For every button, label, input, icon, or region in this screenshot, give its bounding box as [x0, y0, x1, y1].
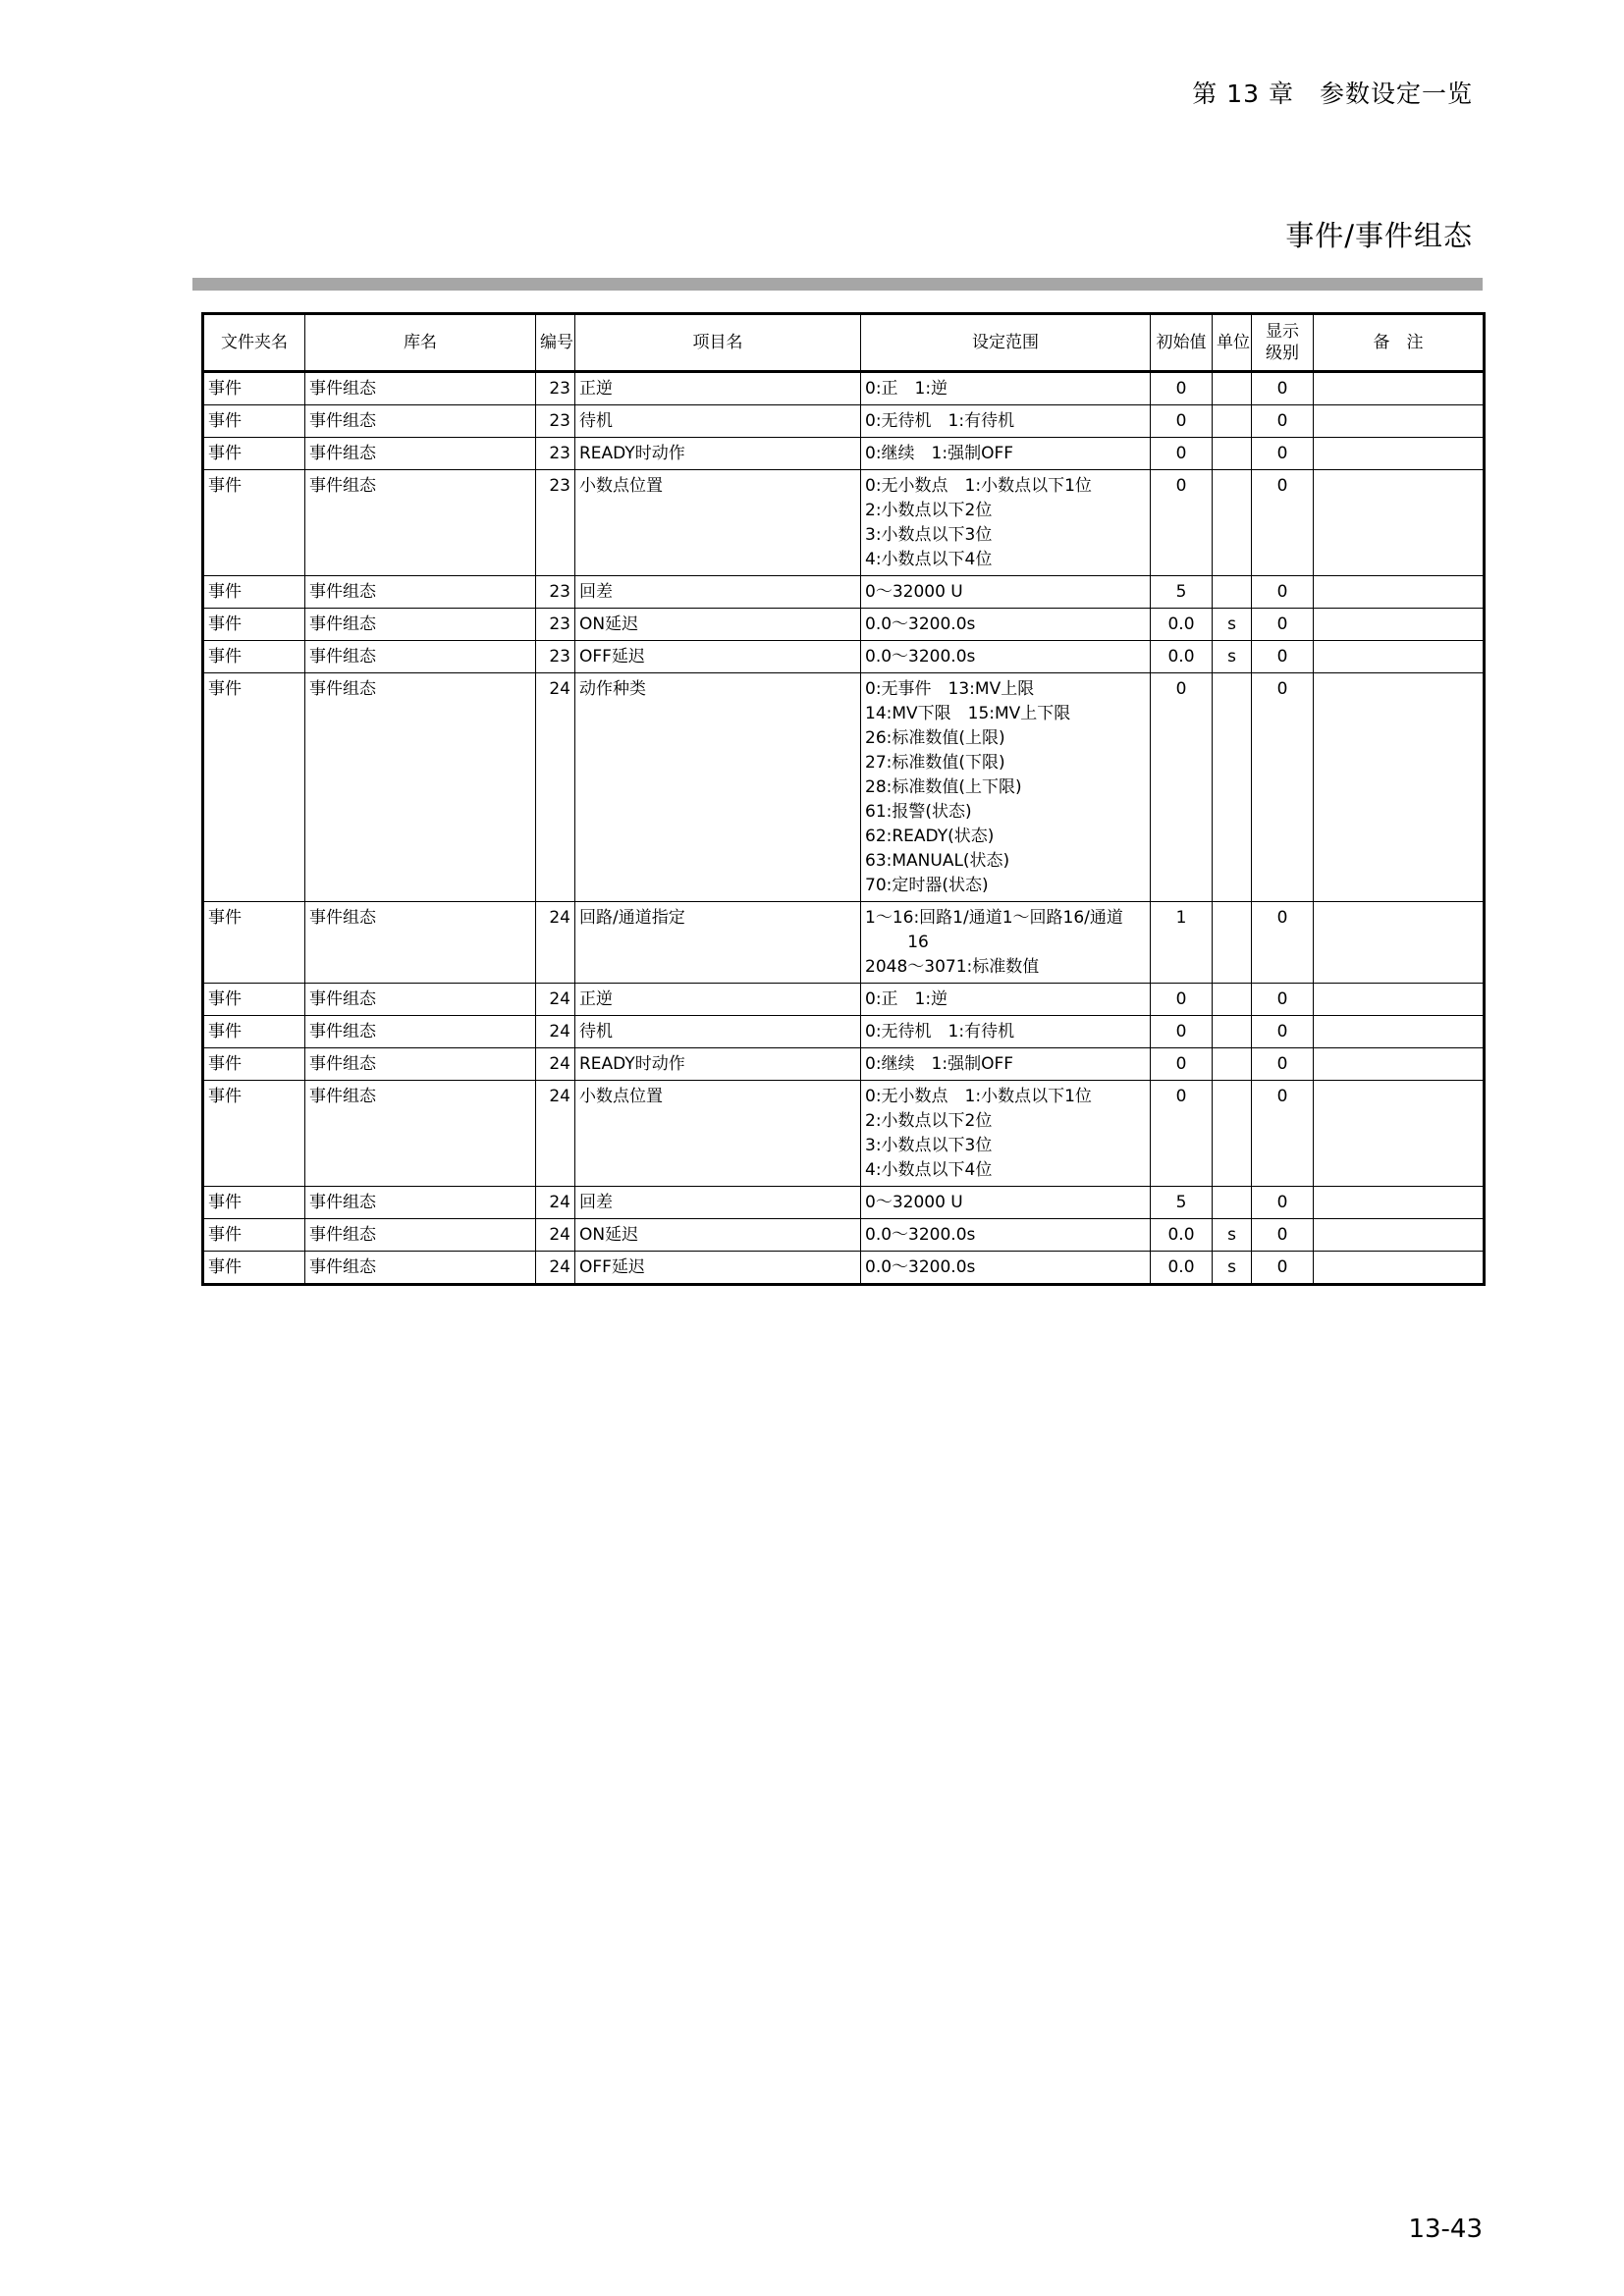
library-cell: 事件组态 — [305, 1219, 536, 1252]
table-row — [203, 902, 1485, 984]
col-unit-header: 单位 — [1213, 314, 1252, 372]
range-cell: 0:无小数点 1:小数点以下1位 2:小数点以下2位 3:小数点以下3位 4:小数点以下4位 — [861, 1081, 1151, 1187]
unit-cell — [1213, 576, 1252, 609]
number-cell: 23 — [536, 641, 575, 673]
range-cell: 1～16:回路1/通道1～回路16/通道 16 2048～3071:标准数值 — [861, 902, 1151, 984]
unit-cell: s — [1213, 1252, 1252, 1285]
remarks-cell — [1314, 984, 1485, 1016]
number-cell: 23 — [536, 576, 575, 609]
initial-value-cell: 0 — [1151, 470, 1213, 576]
col-range-header: 设定范围 — [861, 314, 1151, 372]
initial-value-cell: 5 — [1151, 576, 1213, 609]
library-cell: 事件组态 — [305, 641, 536, 673]
display-level-cell: 0 — [1252, 438, 1314, 470]
number-cell: 23 — [536, 405, 575, 438]
unit-cell — [1213, 438, 1252, 470]
folder-cell: 事件 — [203, 405, 305, 438]
table-row — [203, 438, 1485, 470]
item-name-cell: 小数点位置 — [575, 470, 861, 576]
unit-cell — [1213, 1016, 1252, 1048]
unit-cell — [1213, 1081, 1252, 1187]
initial-value-cell: 0 — [1151, 438, 1213, 470]
item-name-cell: ON延迟 — [575, 1219, 861, 1252]
number-cell: 23 — [536, 470, 575, 576]
library-cell: 事件组态 — [305, 1016, 536, 1048]
library-cell: 事件组态 — [305, 576, 536, 609]
number-cell: 24 — [536, 1219, 575, 1252]
display-level-cell: 0 — [1252, 1048, 1314, 1081]
display-level-cell: 0 — [1252, 372, 1314, 405]
table-row — [203, 641, 1485, 673]
unit-cell — [1213, 902, 1252, 984]
table-row — [203, 405, 1485, 438]
item-name-cell: 回差 — [575, 1187, 861, 1219]
folder-cell: 事件 — [203, 372, 305, 405]
table-row — [203, 372, 1485, 405]
initial-value-cell: 1 — [1151, 902, 1213, 984]
library-cell: 事件组态 — [305, 1048, 536, 1081]
initial-value-cell: 0.0 — [1151, 1252, 1213, 1285]
unit-cell — [1213, 1187, 1252, 1219]
table-row — [203, 1048, 1485, 1081]
col-remarks-header: 备 注 — [1314, 314, 1485, 372]
initial-value-cell: 0 — [1151, 1048, 1213, 1081]
library-cell: 事件组态 — [305, 673, 536, 902]
remarks-cell — [1314, 1252, 1485, 1285]
range-cell: 0～32000 U — [861, 576, 1151, 609]
item-name-cell: 动作种类 — [575, 673, 861, 902]
display-level-cell: 0 — [1252, 902, 1314, 984]
table-row — [203, 576, 1485, 609]
table-row — [203, 1219, 1485, 1252]
display-level-cell: 0 — [1252, 1081, 1314, 1187]
table-row — [203, 1081, 1485, 1187]
col-initial-header: 初始值 — [1151, 314, 1213, 372]
range-cell: 0～32000 U — [861, 1187, 1151, 1219]
item-name-cell: READY时动作 — [575, 438, 861, 470]
folder-cell: 事件 — [203, 1187, 305, 1219]
number-cell: 24 — [536, 984, 575, 1016]
col-library-header: 库名 — [305, 314, 536, 372]
table-row — [203, 609, 1485, 641]
folder-cell: 事件 — [203, 984, 305, 1016]
library-cell: 事件组态 — [305, 902, 536, 984]
unit-cell — [1213, 372, 1252, 405]
number-cell: 23 — [536, 438, 575, 470]
folder-cell: 事件 — [203, 1016, 305, 1048]
display-level-cell: 0 — [1252, 673, 1314, 902]
remarks-cell — [1314, 902, 1485, 984]
remarks-cell — [1314, 438, 1485, 470]
number-cell: 23 — [536, 372, 575, 405]
range-cell: 0:继续 1:强制OFF — [861, 438, 1151, 470]
table-row — [203, 673, 1485, 902]
chapter-header: 第 13 章 参数设定一览 — [1192, 80, 1473, 108]
table-row — [203, 1016, 1485, 1048]
item-name-cell: 待机 — [575, 405, 861, 438]
unit-cell — [1213, 984, 1252, 1016]
unit-cell: s — [1213, 609, 1252, 641]
display-level-cell: 0 — [1252, 470, 1314, 576]
folder-cell: 事件 — [203, 470, 305, 576]
unit-cell — [1213, 1048, 1252, 1081]
initial-value-cell: 0 — [1151, 1081, 1213, 1187]
folder-cell: 事件 — [203, 673, 305, 902]
number-cell: 24 — [536, 1187, 575, 1219]
remarks-cell — [1314, 1219, 1485, 1252]
remarks-cell — [1314, 470, 1485, 576]
table-row — [203, 1187, 1485, 1219]
library-cell: 事件组态 — [305, 984, 536, 1016]
remarks-cell — [1314, 576, 1485, 609]
folder-cell: 事件 — [203, 609, 305, 641]
remarks-cell — [1314, 1081, 1485, 1187]
range-cell: 0:无事件 13:MV上限 14:MV下限 15:MV上下限 26:标准数值(上限) 27:标准数值(下限) 28:标准数值(上下限) 61:报警(状态) 62:READY(状态) 63:MANUAL(状态) 70:定时器(状态) — [861, 673, 1151, 902]
display-level-cell: 0 — [1252, 576, 1314, 609]
range-cell: 0:无小数点 1:小数点以下1位 2:小数点以下2位 3:小数点以下3位 4:小数点以下4位 — [861, 470, 1151, 576]
library-cell: 事件组态 — [305, 1081, 536, 1187]
number-cell: 24 — [536, 1016, 575, 1048]
folder-cell: 事件 — [203, 438, 305, 470]
initial-value-cell: 0.0 — [1151, 641, 1213, 673]
display-level-cell: 0 — [1252, 984, 1314, 1016]
remarks-cell — [1314, 641, 1485, 673]
range-cell: 0.0～3200.0s — [861, 1219, 1151, 1252]
range-cell: 0:无待机 1:有待机 — [861, 1016, 1151, 1048]
item-name-cell: 回路/通道指定 — [575, 902, 861, 984]
item-name-cell: 正逆 — [575, 984, 861, 1016]
folder-cell: 事件 — [203, 1048, 305, 1081]
number-cell: 24 — [536, 902, 575, 984]
library-cell: 事件组态 — [305, 1252, 536, 1285]
parameter-table — [201, 312, 1486, 1286]
folder-cell: 事件 — [203, 902, 305, 984]
folder-cell: 事件 — [203, 641, 305, 673]
table-header-row — [203, 314, 1485, 372]
item-name-cell: ON延迟 — [575, 609, 861, 641]
range-cell: 0:正 1:逆 — [861, 372, 1151, 405]
item-name-cell: 正逆 — [575, 372, 861, 405]
initial-value-cell: 0.0 — [1151, 1219, 1213, 1252]
remarks-cell — [1314, 1016, 1485, 1048]
table-row — [203, 470, 1485, 576]
folder-cell: 事件 — [203, 576, 305, 609]
folder-cell: 事件 — [203, 1219, 305, 1252]
remarks-cell — [1314, 405, 1485, 438]
display-level-cell: 0 — [1252, 641, 1314, 673]
range-cell: 0:正 1:逆 — [861, 984, 1151, 1016]
remarks-cell — [1314, 1048, 1485, 1081]
number-cell: 24 — [536, 1252, 575, 1285]
library-cell: 事件组态 — [305, 438, 536, 470]
item-name-cell: READY时动作 — [575, 1048, 861, 1081]
table-body — [203, 372, 1485, 1285]
item-name-cell: OFF延迟 — [575, 641, 861, 673]
number-cell: 24 — [536, 673, 575, 902]
initial-value-cell: 0.0 — [1151, 609, 1213, 641]
item-name-cell: 待机 — [575, 1016, 861, 1048]
number-cell: 24 — [536, 1048, 575, 1081]
unit-cell: s — [1213, 1219, 1252, 1252]
remarks-cell — [1314, 372, 1485, 405]
item-name-cell: OFF延迟 — [575, 1252, 861, 1285]
table-row — [203, 1252, 1485, 1285]
number-cell: 24 — [536, 1081, 575, 1187]
number-cell: 23 — [536, 609, 575, 641]
item-name-cell: 回差 — [575, 576, 861, 609]
col-level-header: 显示 级别 — [1252, 314, 1314, 372]
col-number-header: 编号 — [536, 314, 575, 372]
table-row — [203, 984, 1485, 1016]
folder-cell: 事件 — [203, 1252, 305, 1285]
display-level-cell: 0 — [1252, 405, 1314, 438]
display-level-cell: 0 — [1252, 609, 1314, 641]
unit-cell — [1213, 470, 1252, 576]
display-level-cell: 0 — [1252, 1016, 1314, 1048]
initial-value-cell: 0 — [1151, 673, 1213, 902]
col-folder-header: 文件夹名 — [203, 314, 305, 372]
range-cell: 0.0～3200.0s — [861, 641, 1151, 673]
range-cell: 0:无待机 1:有待机 — [861, 405, 1151, 438]
folder-cell: 事件 — [203, 1081, 305, 1187]
display-level-cell: 0 — [1252, 1219, 1314, 1252]
unit-cell — [1213, 673, 1252, 902]
range-cell: 0:继续 1:强制OFF — [861, 1048, 1151, 1081]
range-cell: 0.0～3200.0s — [861, 609, 1151, 641]
library-cell: 事件组态 — [305, 405, 536, 438]
initial-value-cell: 0 — [1151, 1016, 1213, 1048]
remarks-cell — [1314, 609, 1485, 641]
section-title: 事件/事件组态 — [1285, 219, 1473, 252]
initial-value-cell: 0 — [1151, 984, 1213, 1016]
initial-value-cell: 0 — [1151, 405, 1213, 438]
range-cell: 0.0～3200.0s — [861, 1252, 1151, 1285]
page-number: 13-43 — [1408, 2215, 1483, 2244]
unit-cell: s — [1213, 641, 1252, 673]
col-item-header: 项目名 — [575, 314, 861, 372]
library-cell: 事件组态 — [305, 372, 536, 405]
remarks-cell — [1314, 1187, 1485, 1219]
display-level-cell: 0 — [1252, 1252, 1314, 1285]
item-name-cell: 小数点位置 — [575, 1081, 861, 1187]
display-level-cell: 0 — [1252, 1187, 1314, 1219]
library-cell: 事件组态 — [305, 1187, 536, 1219]
library-cell: 事件组态 — [305, 609, 536, 641]
library-cell: 事件组态 — [305, 470, 536, 576]
remarks-cell — [1314, 673, 1485, 902]
initial-value-cell: 0 — [1151, 372, 1213, 405]
unit-cell — [1213, 405, 1252, 438]
title-divider — [192, 278, 1483, 291]
initial-value-cell: 5 — [1151, 1187, 1213, 1219]
